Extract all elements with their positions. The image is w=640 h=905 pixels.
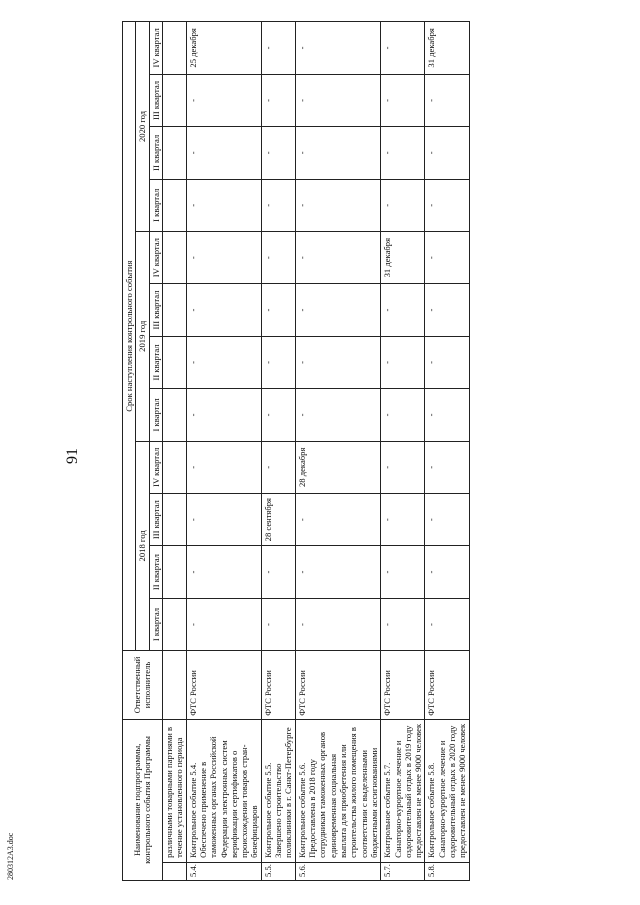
row-cell: 31 декабря xyxy=(425,22,469,75)
row-cell: - xyxy=(381,493,425,545)
row-cell: - xyxy=(186,441,261,493)
quarter-header: IV квартал xyxy=(149,22,162,75)
row-exec: ФТС России xyxy=(425,651,469,720)
row-name: Контрольное событие 5.6. Предоставлена в 2018 году сотрудникам таможенных органов единовременная социальная выплата для приобретения или строительства жилого помещения в соответствии с выделенными бюджетными ассигнованиями xyxy=(295,719,381,862)
table-row xyxy=(186,22,261,881)
header-year-2019: 2019 год xyxy=(136,231,149,441)
row-cell: - xyxy=(186,336,261,388)
row-cell: - xyxy=(186,74,261,126)
row-cell: - xyxy=(261,389,295,441)
row-cell: - xyxy=(261,441,295,493)
row-cell xyxy=(162,231,186,283)
quarter-header: I квартал xyxy=(149,179,162,231)
quarter-header: II квартал xyxy=(149,546,162,598)
row-cell: - xyxy=(425,441,469,493)
row-cell: - xyxy=(425,74,469,126)
row-cell xyxy=(162,179,186,231)
footer-filename: 280312A3.doc xyxy=(6,832,15,880)
row-name: Контрольное событие 5.4. Обеспечено применение в таможенных органах Российской Федерации электронных систем верификации сертификатов о происхождении товаров стран-бенефициаров xyxy=(186,719,261,862)
quarter-header: II квартал xyxy=(149,127,162,179)
row-cell: - xyxy=(186,598,261,650)
row-cell: - xyxy=(425,336,469,388)
row-number: 5.6. xyxy=(295,862,381,880)
row-cell xyxy=(162,598,186,650)
row-cell: - xyxy=(186,493,261,545)
row-cell: - xyxy=(295,546,381,598)
row-cell xyxy=(162,546,186,598)
row-cell: - xyxy=(425,231,469,283)
row-exec: ФТС России xyxy=(261,651,295,720)
row-number: 5.7. xyxy=(381,862,425,880)
header-year-2020: 2020 год xyxy=(136,22,149,232)
row-cell: - xyxy=(295,284,381,336)
control-events-table xyxy=(122,21,470,881)
quarter-header: III квартал xyxy=(149,74,162,126)
header-name-col: Наименование подпрограммы, контрольного события Программы xyxy=(123,719,163,880)
row-cell: - xyxy=(261,336,295,388)
quarter-header: III квартал xyxy=(149,284,162,336)
table-row xyxy=(425,22,469,881)
row-cell xyxy=(162,22,186,75)
row-number xyxy=(162,862,186,880)
row-cell: 28 сентября xyxy=(261,493,295,545)
row-name: Контрольное событие 5.7. Санаторно-курортное лечение и оздоровительный отдых в 2019 году предоставлен не менее 9000 человек xyxy=(381,719,425,862)
row-cell: - xyxy=(186,231,261,283)
row-exec: ФТС России xyxy=(186,651,261,720)
row-cell: - xyxy=(261,179,295,231)
quarter-header: IV квартал xyxy=(149,231,162,283)
row-cell: - xyxy=(261,127,295,179)
row-cell xyxy=(162,389,186,441)
row-cell: - xyxy=(425,493,469,545)
row-cell: - xyxy=(186,389,261,441)
row-number: 5.4. xyxy=(186,862,261,880)
header-year-2018: 2018 год xyxy=(136,441,149,651)
row-cell: - xyxy=(261,74,295,126)
row-cell: - xyxy=(261,22,295,75)
row-exec: ФТС России xyxy=(295,651,381,720)
header-exec-col: Ответственный исполнитель xyxy=(123,651,163,720)
quarter-header: I квартал xyxy=(149,389,162,441)
row-cell: - xyxy=(425,179,469,231)
row-cell: - xyxy=(186,179,261,231)
table-row xyxy=(162,22,186,881)
row-cell: - xyxy=(295,74,381,126)
row-cell: - xyxy=(425,389,469,441)
rotated-table-wrap xyxy=(122,21,618,881)
row-cell: 25 декабря xyxy=(186,22,261,75)
row-cell: - xyxy=(295,598,381,650)
row-cell: - xyxy=(295,231,381,283)
row-cell: - xyxy=(295,179,381,231)
row-name: Контрольное событие 5.8. Санаторно-курортное лечение и оздоровительный отдых в 2020 году предоставлен не менее 9000 человек xyxy=(425,719,469,862)
row-number: 5.8. xyxy=(425,862,469,880)
page-number: 91 xyxy=(64,448,81,464)
row-cell: - xyxy=(381,336,425,388)
row-cell: - xyxy=(381,74,425,126)
row-cell: - xyxy=(295,127,381,179)
row-cell: - xyxy=(261,231,295,283)
row-cell: - xyxy=(295,493,381,545)
row-cell xyxy=(162,493,186,545)
quarter-header: IV квартал xyxy=(149,441,162,493)
row-cell: - xyxy=(381,441,425,493)
row-cell: - xyxy=(381,389,425,441)
row-cell: - xyxy=(381,284,425,336)
row-exec: ФТС России xyxy=(381,651,425,720)
table-row xyxy=(261,22,295,881)
row-cell: - xyxy=(425,598,469,650)
row-cell: - xyxy=(381,22,425,75)
row-cell xyxy=(162,441,186,493)
row-cell: - xyxy=(261,598,295,650)
row-cell: - xyxy=(186,127,261,179)
row-name: различными товарными партиями в течение установленного периода xyxy=(162,719,186,862)
row-cell: - xyxy=(295,389,381,441)
row-cell xyxy=(162,74,186,126)
row-cell xyxy=(162,336,186,388)
row-cell: - xyxy=(425,546,469,598)
row-exec xyxy=(162,651,186,720)
row-name: Контрольное событие 5.5. Завершено строительство поликлиники в г. Санкт-Петербурге xyxy=(261,719,295,862)
quarter-header: II квартал xyxy=(149,336,162,388)
table-row xyxy=(295,22,381,881)
row-cell: - xyxy=(381,179,425,231)
row-cell: - xyxy=(381,127,425,179)
row-cell: - xyxy=(261,546,295,598)
row-cell xyxy=(162,284,186,336)
row-cell: - xyxy=(425,127,469,179)
row-cell: - xyxy=(186,546,261,598)
row-cell: - xyxy=(425,284,469,336)
row-cell: - xyxy=(186,284,261,336)
quarter-header: I квартал xyxy=(149,598,162,650)
row-cell: - xyxy=(261,284,295,336)
row-cell: - xyxy=(381,598,425,650)
row-cell: - xyxy=(295,22,381,75)
row-cell: 28 декабря xyxy=(295,441,381,493)
quarter-header: III квартал xyxy=(149,493,162,545)
table-body xyxy=(162,22,469,881)
row-cell: - xyxy=(295,336,381,388)
row-number: 5.5. xyxy=(261,862,295,880)
row-cell xyxy=(162,127,186,179)
header-deadline: Срок наступления контрольного события xyxy=(123,22,136,651)
row-cell: 31 декабря xyxy=(381,231,425,283)
row-cell: - xyxy=(381,546,425,598)
table-row xyxy=(381,22,425,881)
